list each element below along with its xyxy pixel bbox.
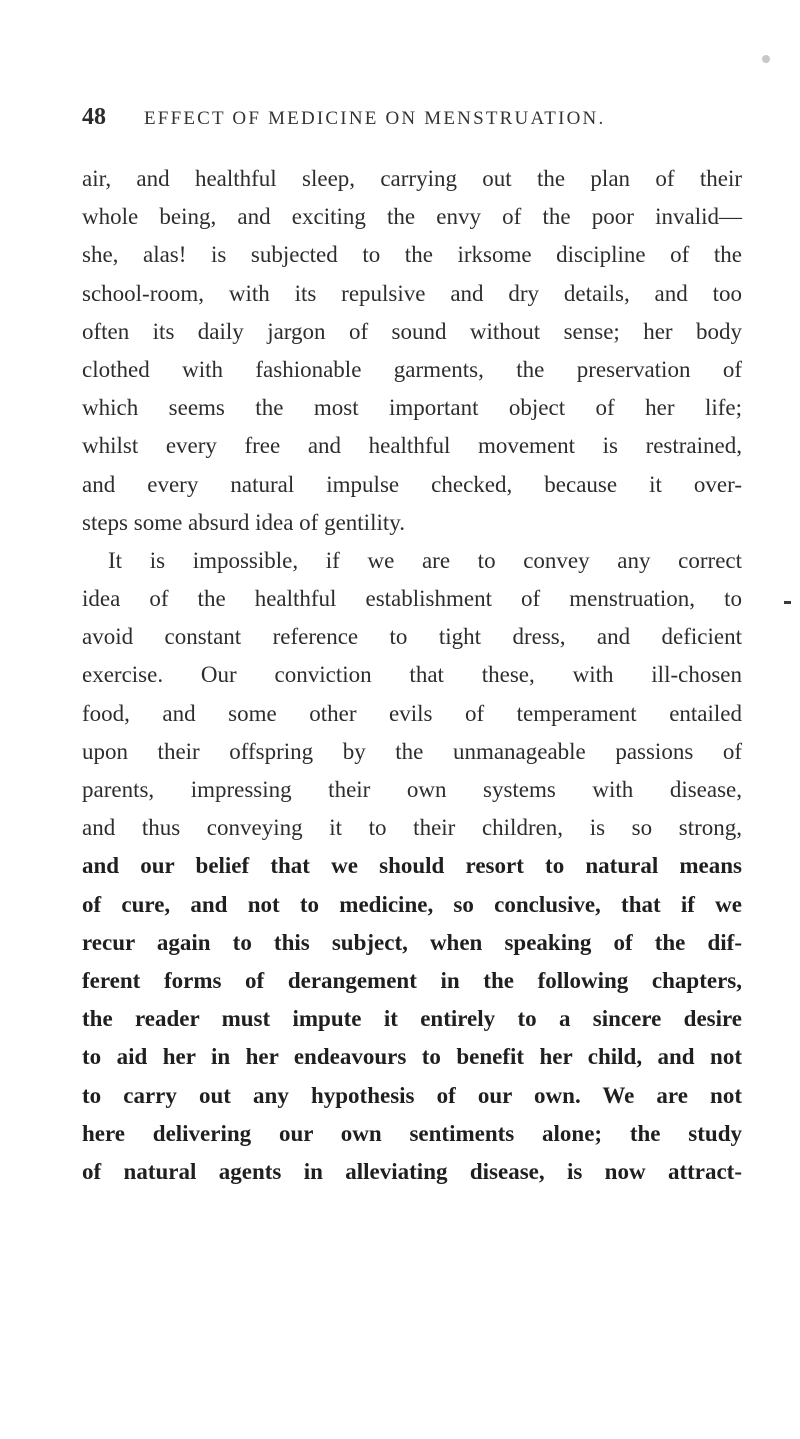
text-line: food, and some other evils of temperament entailed [82, 700, 742, 726]
text-line: recur again to this subject, when speaking of the dif- [82, 929, 742, 955]
margin-dash-mark [784, 601, 791, 604]
page-number: 48 [82, 104, 106, 130]
text-line: she, alas! is subjected to the irksome discipline of the [82, 242, 742, 268]
text-line: ferent forms of derangement in the following chapters, [82, 967, 742, 993]
text-line: of cure, and not to medicine, so conclusive, that if we [82, 891, 742, 917]
text-line: to aid her in her endeavours to benefit her child, and not [82, 1044, 742, 1070]
text-line: whilst every free and healthful movement is restrained, [82, 433, 742, 459]
text-line: parents, impressing their own systems with disease, [82, 777, 742, 802]
paragraph-start-line: It is impossible, if we are to convey any correct [108, 547, 742, 573]
running-title: EFFECT OF MEDICINE ON MENSTRUATION. [144, 108, 606, 129]
text-line: often its daily jargon of sound without sense; her body [82, 318, 742, 344]
running-header [82, 104, 722, 138]
body-text [82, 160, 742, 1191]
text-line: to carry out any hypothesis of our own. We are not [82, 1082, 742, 1108]
text-line: which seems the most important object of her life; [82, 395, 742, 421]
text-line: here delivering our own sentiments alone; the study [82, 1120, 742, 1146]
text-line: idea of the healthful establishment of menstruation, to [82, 586, 742, 612]
text-line: air, and healthful sleep, carrying out the plan of their [82, 166, 742, 191]
paragraph-end-line: steps some absurd idea of gentility. [82, 509, 405, 535]
text-line: exercise. Our conviction that these, with ill-chosen [82, 662, 742, 688]
text-line: of natural agents in alleviating disease, is now attract- [82, 1158, 742, 1184]
text-line: and every natural impulse checked, because it over- [82, 471, 742, 497]
text-line: and our belief that we should resort to natural means [82, 853, 742, 879]
text-line: and thus conveying it to their children, is so strong, [82, 815, 742, 841]
text-line: upon their offspring by the unmanageable passions of [82, 738, 742, 764]
text-line: school-room, with its repulsive and dry details, and too [82, 280, 742, 306]
scan-speck-mark [762, 55, 770, 63]
text-line: clothed with fashionable garments, the preservation of [82, 356, 742, 382]
text-line: avoid constant reference to tight dress, and deficient [82, 624, 742, 650]
text-line: whole being, and exciting the envy of the poor invalid— [82, 204, 742, 230]
text-line: the reader must impute it entirely to a sincere desire [82, 1006, 742, 1032]
